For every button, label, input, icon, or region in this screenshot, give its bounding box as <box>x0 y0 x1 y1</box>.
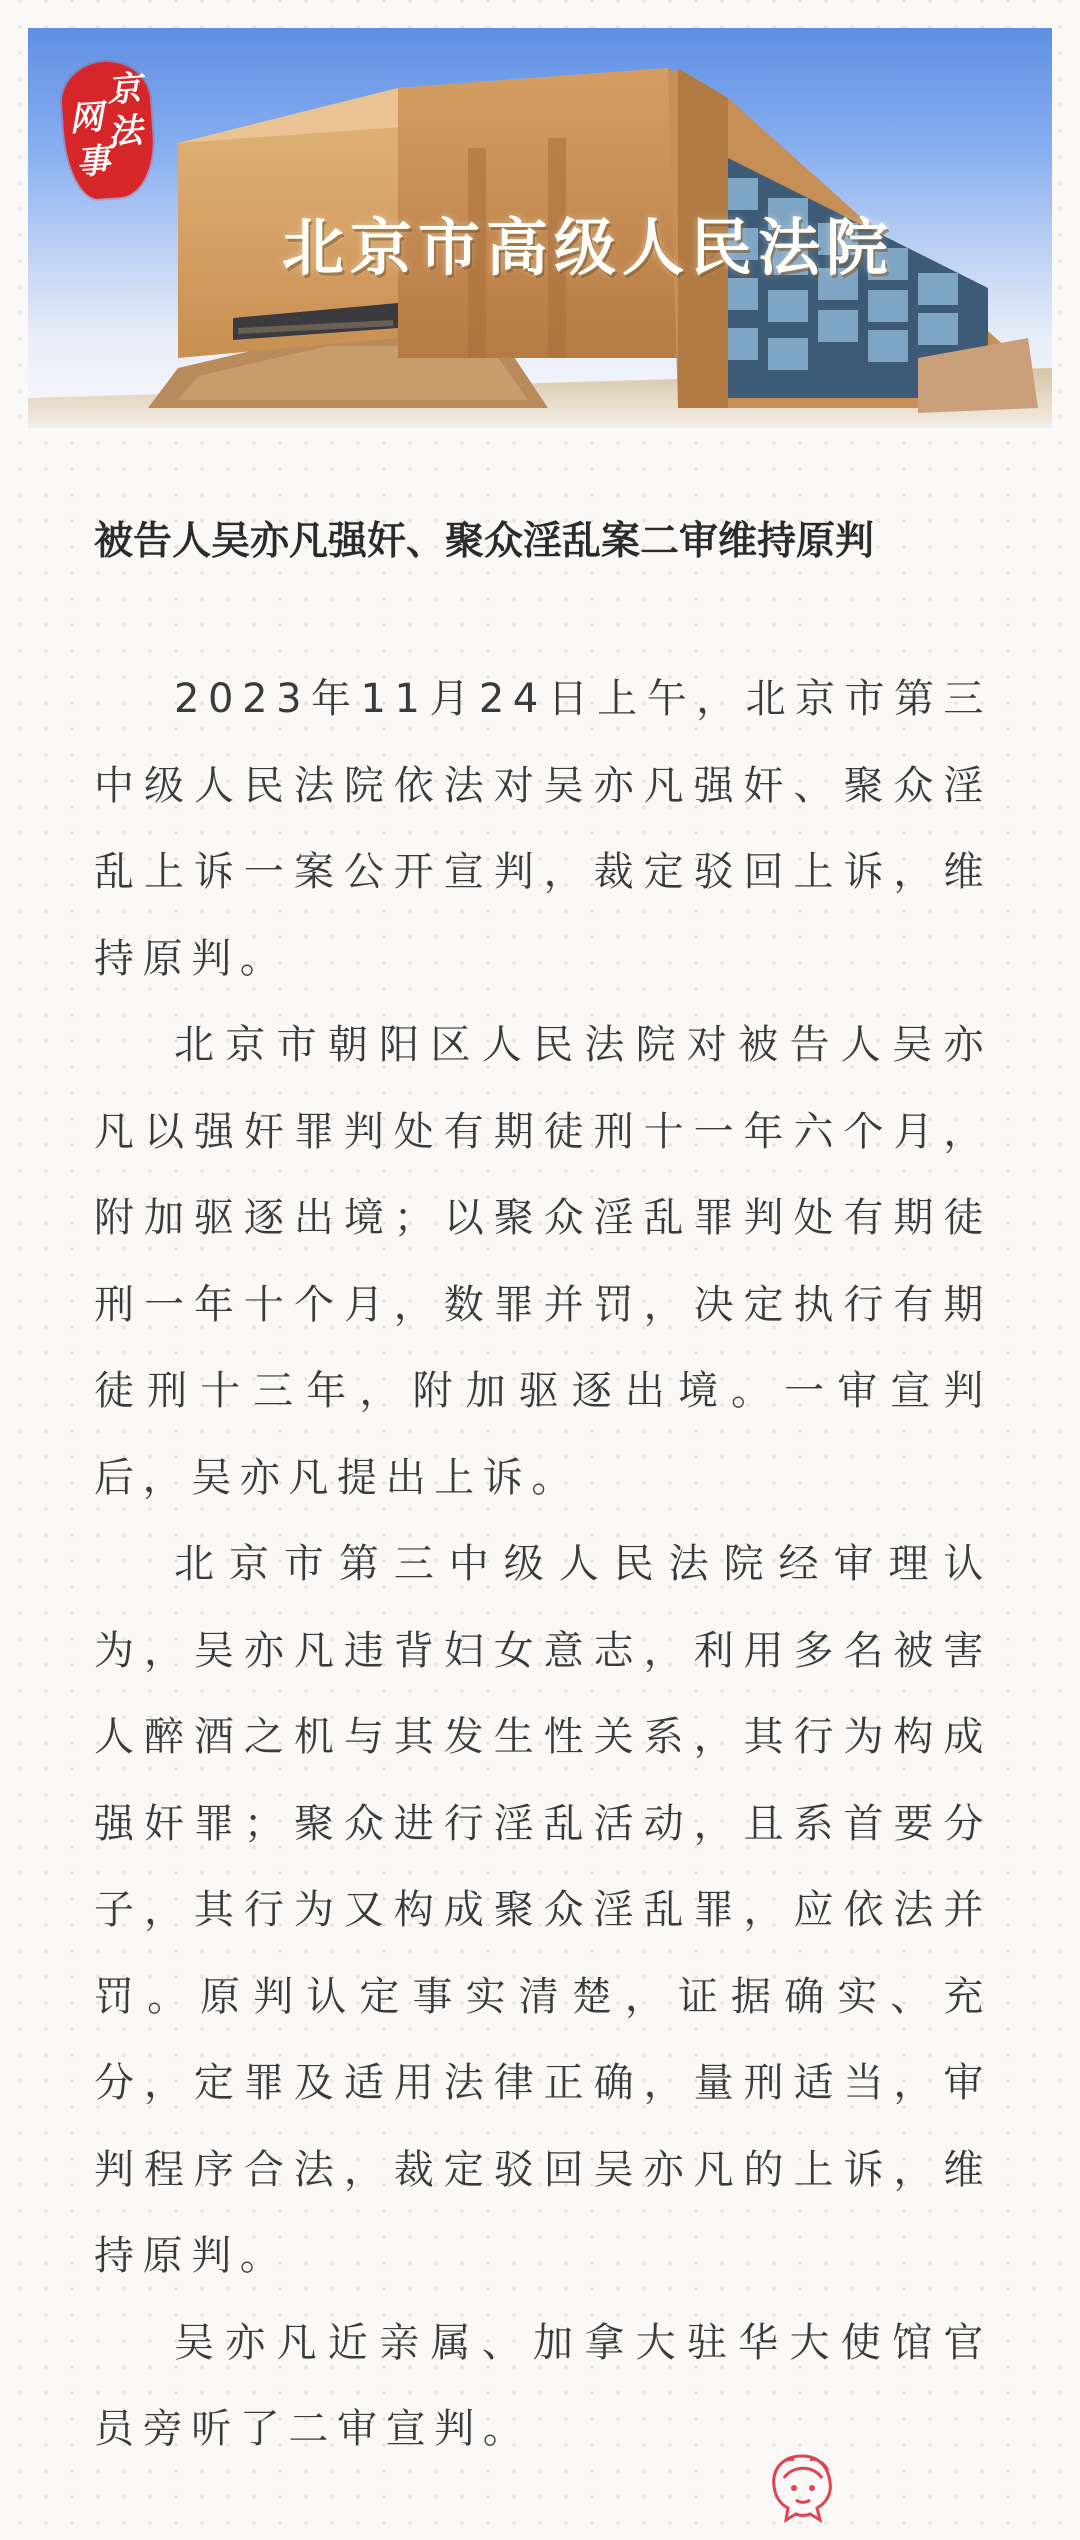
court-name-title: 北京市高级人民法院 <box>281 211 894 284</box>
paragraph: 北京市第三中级人民法院经审理认为，吴亦凡违背妇女意志，利用多名被害人醉酒之机与其发生性关系，其行为构成强奸罪；聚众进行淫乱活动，且系首要分子，其行为又构成聚众淫乱罪，应依法并罚。原判认定事实清楚，证据确实、充分，定罪及适用法律正确，量刑适当，审判程序合法，裁定驳回吴亦凡的上诉，维持原判。 <box>94 1541 992 2279</box>
header-banner <box>28 28 1052 428</box>
paragraph: 2023年11月24日上午，北京市第三中级人民法院依法对吴亦凡强奸、聚众淫乱上诉一案公开宣判，裁定驳回上诉，维持原判。 <box>94 676 992 982</box>
seal-char: 网 <box>67 97 105 140</box>
seal-char: 法 <box>106 110 144 153</box>
article-headline: 被告人吴亦凡强奸、聚众淫乱案二审维持原判 <box>94 519 875 564</box>
seal-char: 京 <box>105 68 143 111</box>
mascot-head-icon <box>762 2448 842 2528</box>
paragraph: 吴亦凡近亲属、加拿大驻华大使馆官员旁听了二审宣判。 <box>94 2319 992 2452</box>
article-body <box>94 656 992 2473</box>
seal-char: 事 <box>74 140 112 184</box>
paragraph: 北京市朝阳区人民法院对被告人吴亦凡以强奸罪判处有期徒刑十一年六个月，附加驱逐出境；以聚众淫乱罪判处有期徒刑一年十个月，数罪并罚，决定执行有期徒刑十三年，附加驱逐出境。一审宣判后，吴亦凡提出上诉。 <box>94 1022 992 1501</box>
